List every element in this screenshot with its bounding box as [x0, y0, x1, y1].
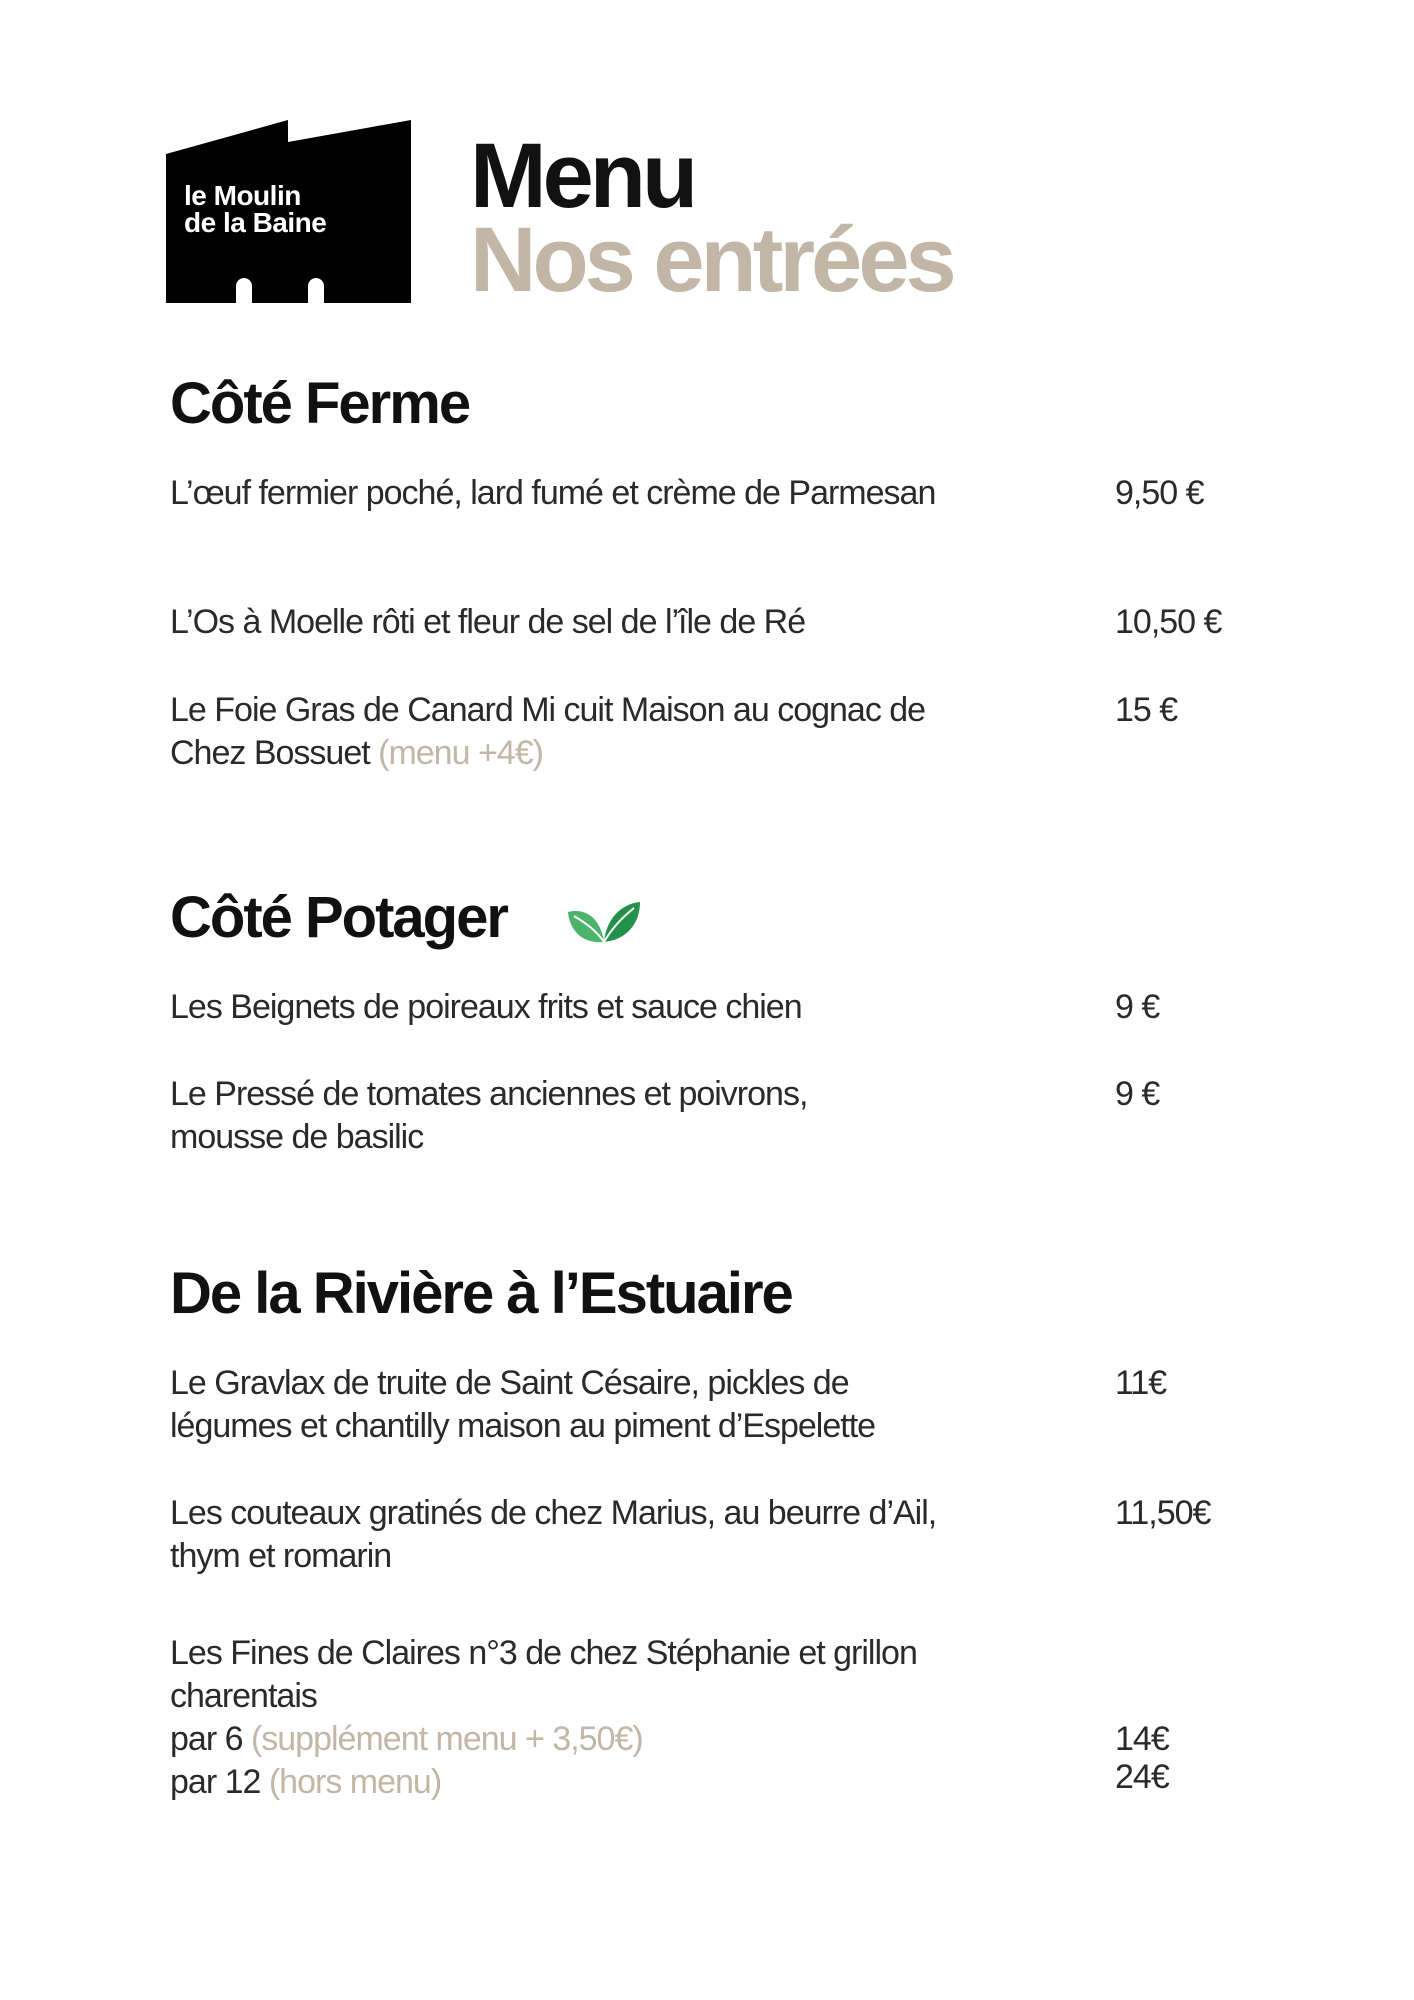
- menu-item-name: L’œuf fermier poché, lard fumé et crème de Parmesan: [170, 474, 936, 512]
- logo-wordmark: [184, 182, 326, 236]
- section-title-riviere-estuaire: De la Rivière à l’Estuaire: [170, 1261, 792, 1326]
- menu-item-price: 15 €: [1115, 691, 1178, 729]
- menu-option-prices: [1115, 1720, 1169, 1796]
- menu-item-name: Les Beignets de poireaux frits et sauce chien: [170, 988, 802, 1026]
- leaf-icon: [566, 898, 642, 946]
- menu-item-os-a-moelle: [170, 601, 1040, 644]
- menu-item-couteaux: [170, 1492, 1040, 1578]
- menu-item-name-line-1: Le Foie Gras de Canard Mi cuit Maison au cognac de: [170, 691, 926, 729]
- menu-item-price: 11,50€: [1115, 1494, 1211, 1532]
- menu-supplement-note: (hors menu): [268, 1763, 442, 1801]
- menu-item-gravlax: [170, 1362, 1040, 1448]
- page-title: Menu: [470, 125, 695, 227]
- menu-item-foie-gras: [170, 689, 1040, 775]
- menu-item-price: 11€: [1115, 1364, 1167, 1402]
- menu-item-name-part: Chez Bossuet: [170, 734, 370, 772]
- menu-item-beignets: [170, 986, 1040, 1029]
- menu-item-name-line-2: thym et romarin: [170, 1537, 392, 1575]
- option-price-par-6: 14€: [1115, 1720, 1169, 1758]
- option-label: par 12: [170, 1763, 261, 1801]
- page-subtitle: Nos entrées: [470, 209, 953, 311]
- menu-item-name-line-2: mousse de basilic: [170, 1118, 424, 1156]
- menu-item-name-line-2: charentais: [170, 1677, 317, 1715]
- menu-item-name-line-1: Le Gravlax de truite de Saint Césaire, pickles de: [170, 1364, 849, 1402]
- menu-item-fines-de-claires: [170, 1632, 1040, 1804]
- menu-item-oeuf: [170, 472, 1040, 515]
- menu-item-name: L’Os à Moelle rôti et fleur de sel de l’île de Ré: [170, 603, 806, 641]
- menu-item-name-line-2: [170, 732, 1040, 775]
- menu-item-name-line-1: Le Pressé de tomates anciennes et poivrons,: [170, 1075, 808, 1113]
- section-title-cote-ferme: Côté Ferme: [170, 371, 470, 436]
- menu-option-par-12: [170, 1761, 1040, 1804]
- menu-item-presse-tomates: [170, 1073, 1040, 1159]
- menu-item-price: 10,50 €: [1115, 603, 1222, 641]
- menu-option-par-6: [170, 1718, 1040, 1761]
- menu-item-name-line-1: Les couteaux gratinés de chez Marius, au beurre d’Ail,: [170, 1494, 937, 1532]
- menu-supplement-note: (supplément menu + 3,50€): [250, 1720, 643, 1758]
- menu-item-name-line-1: Les Fines de Claires n°3 de chez Stéphanie et grillon: [170, 1634, 917, 1672]
- logo-line-1: le Moulin: [184, 180, 301, 211]
- logo-line-2: de la Baine: [184, 207, 327, 238]
- restaurant-logo: [166, 120, 411, 303]
- menu-item-price: 9 €: [1115, 988, 1160, 1026]
- menu-supplement-note: (menu +4€): [378, 734, 543, 772]
- option-price-par-12: 24€: [1115, 1758, 1169, 1796]
- menu-item-price: 9,50 €: [1115, 474, 1204, 512]
- section-title-cote-potager: Côté Potager: [170, 885, 507, 950]
- menu-item-name-line-2: légumes et chantilly maison au piment d’Espelette: [170, 1407, 876, 1445]
- menu-item-price: 9 €: [1115, 1075, 1160, 1113]
- option-label: par 6: [170, 1720, 243, 1758]
